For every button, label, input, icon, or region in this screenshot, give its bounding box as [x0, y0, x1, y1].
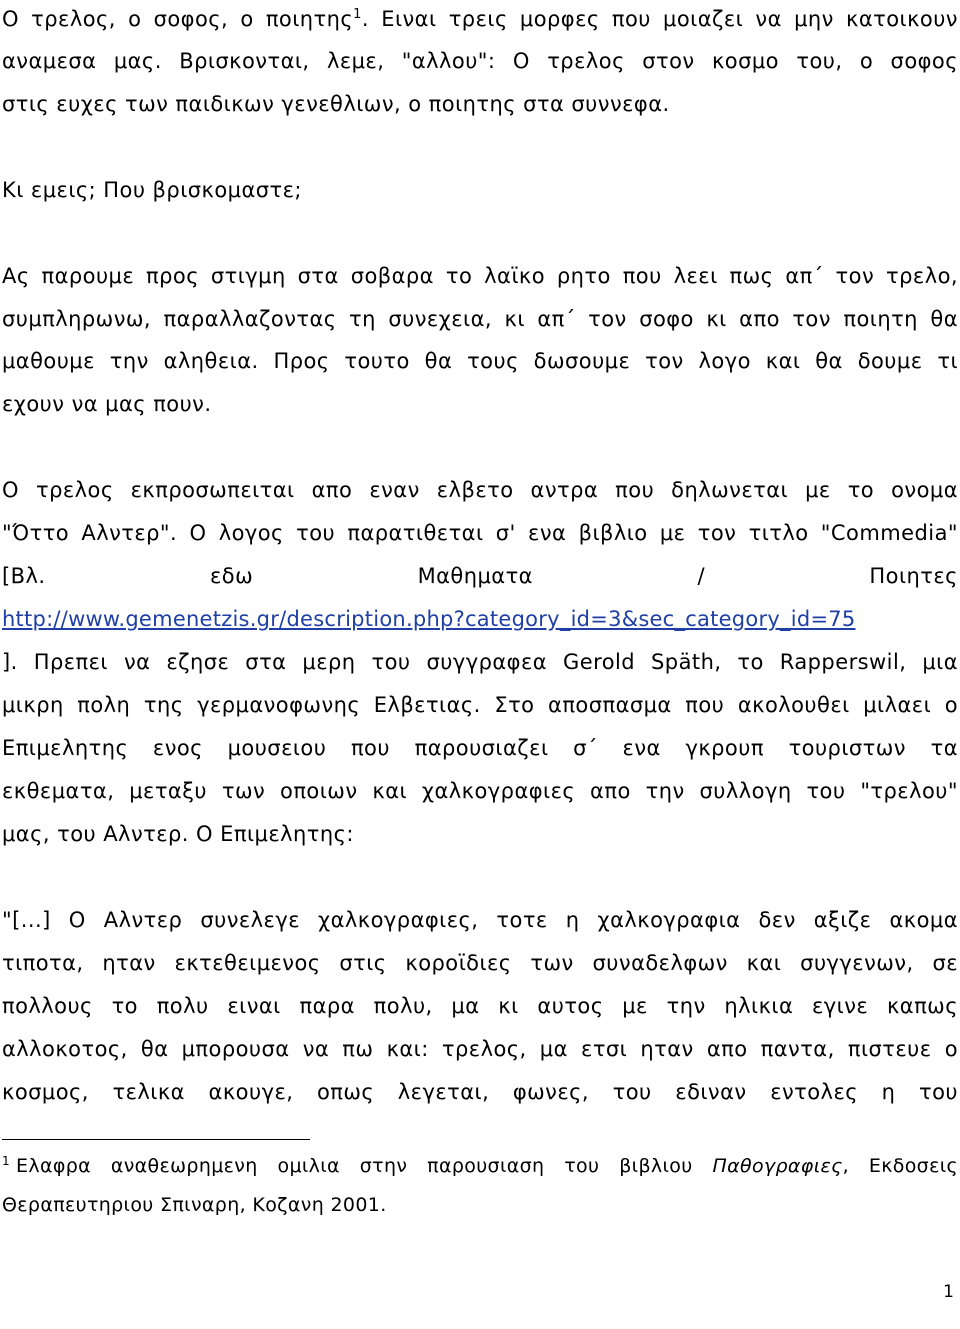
madman-link-line — [2, 604, 958, 634]
reference-link[interactable]: http://www.gemenetzis.gr/description.php?category_id=3&sec_category_id=75 — [2, 607, 856, 631]
footnote-line-1 — [2, 1152, 958, 1180]
madman-line-5: ]. Πρεπει να εζησε στα μερη του συγγραφεα Gerold Späth, το Rapperswil, μια — [2, 650, 958, 674]
intro-line-3: στις ευχες των παιδικων γενεθλιων, ο ποιητης στα συννεφα. — [2, 92, 670, 116]
saying-line-1: Ας παρουμε προς στιγμη στα σοβαρα το λαϊκο ρητο που λεει πως απ΄ τον τρελο, — [2, 264, 958, 288]
footnote-text: Ελαφρα αναθεωρημενη ομιλια στην παρουσιαση του βιβλιου — [16, 1155, 713, 1177]
intro-line-2: αναμεσα μας. Βρισκονται, λεμε, "αλλου": Ο τρελος στον κοσμο του, ο σοφος — [2, 49, 958, 73]
footnote-mark: 1 — [2, 1153, 10, 1168]
footnote-book-title: Παθογραφιες — [712, 1155, 843, 1177]
reference-word: Ποιητες — [869, 564, 958, 588]
question-line: Κι εμεις; Που βρισκομαστε; — [2, 178, 302, 202]
quote-line-5: κοσμος, τελικα ακουγε, οπως λεγεται, φωνες, του εδιναν εντολες η του — [2, 1080, 958, 1104]
footnote-reference[interactable]: 1 — [353, 7, 362, 22]
intro-text: Ο τρελος, ο σοφος, ο ποιητης — [2, 7, 354, 31]
madman-line-2: "Όττο Αλντερ". Ο λογος του παρατιθεται σ' ενα βιβλιο με τον τιτλο "Commedia" — [2, 521, 958, 545]
saying-line-3: μαθουμε την αληθεια. Προς τουτο θα τους δωσουμε τον λογο και θα δουμε τι — [2, 349, 958, 373]
reference-word: [Βλ. — [2, 564, 46, 588]
intro-text-continued: . Ειναι τρεις μορφες που μοιαζει να μην κατοικουν — [361, 7, 958, 31]
madman-line-6: μικρη πολη της γερμανοφωνης Ελβετιας. Στο αποσπασμα που ακολουθει μιλαει ο — [2, 693, 958, 717]
footnote-text-end: , Εκδοσεις — [842, 1155, 958, 1177]
reference-word: Μαθηματα — [417, 564, 533, 588]
madman-line-8: εκθεματα, μεταξυ των οποιων και χαλκογραφιες απο την συλλογη του "τρελου" — [2, 779, 958, 803]
madman-line-3 — [2, 561, 958, 591]
madman-line-1: Ο τρελος εκπροσωπειται απο εναν ελβετο αντρα που δηλωνεται με το ονομα — [2, 478, 958, 502]
quote-line-4: αλλοκοτος, θα μπορουσα να πω και: τρελος, μα ετσι ηταν απο παντα, πιστευε ο — [2, 1037, 958, 1061]
madman-line-7: Επιμελητης ενος μουσειου που παρουσιαζει σ΄ ενα γκρουπ τουριστων τα — [2, 736, 958, 760]
quote-line-1: "[...] Ο Αλντερ συνελεγε χαλκογραφιες, τοτε η χαλκογραφια δεν αξιζε ακομα — [2, 908, 958, 932]
intro-line-1 — [2, 4, 958, 34]
reference-word: εδω — [209, 564, 254, 588]
reference-word: / — [697, 564, 705, 588]
madman-line-9: μας, του Αλντερ. Ο Επιμελητης: — [2, 822, 354, 846]
quote-line-2: τιποτα, ηταν εκτεθειμενος στις κοροϊδιες των συναδελφων και συγγενων, σε — [2, 951, 958, 975]
footnote-line-2: Θεραπευτηριου Σπιναρη, Κοζανη 2001. — [2, 1194, 387, 1216]
saying-line-4: εχουν να μας πουν. — [2, 392, 212, 416]
saying-line-2: συμπληρωνω, παραλλαζοντας τη συνεχεια, κι απ΄ τον σοφο κι απο τον ποιητη θα — [2, 307, 958, 331]
quote-line-3: πολλους το πολυ ειναι παρα πολυ, μα κι αυτος με την ηλικια εγινε καπως — [2, 994, 958, 1018]
footnote-separator — [2, 1139, 310, 1140]
page-number: 1 — [943, 1282, 954, 1302]
